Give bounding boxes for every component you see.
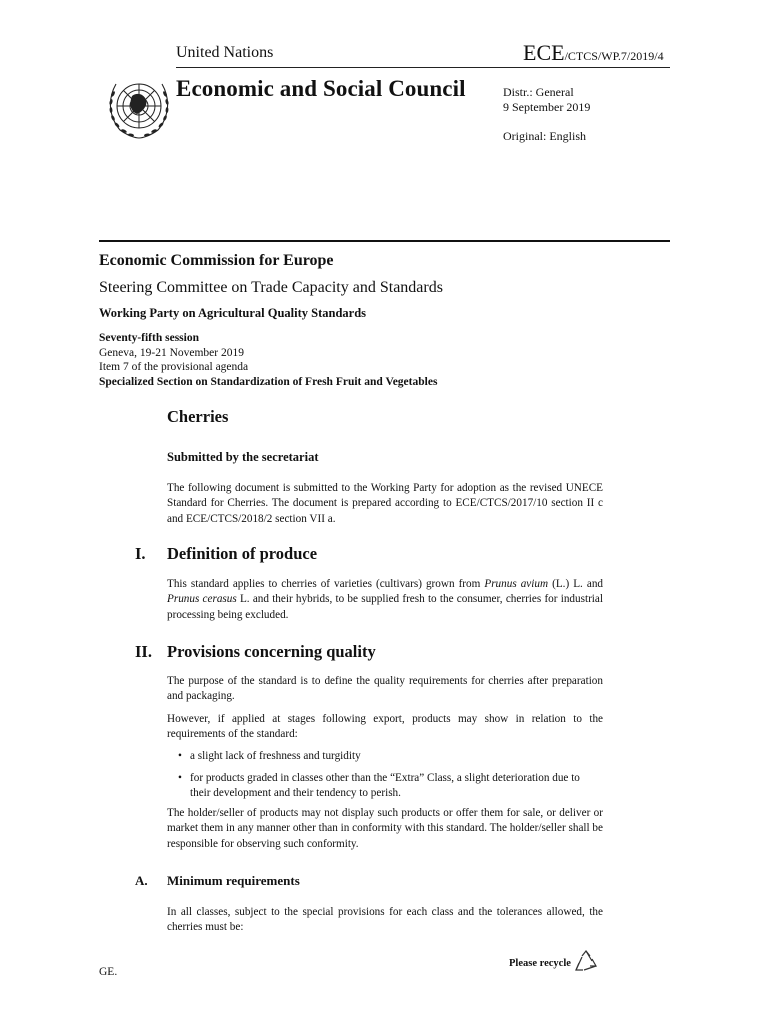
intro-paragraph: The following document is submitted to the Working Party for adoption as the revised UNECE Standard for Cherries. The document is prepared according to ECE/CTCS/2017/10 section II c and ECE/CTCS/2018/2 section VII a. (167, 482, 603, 525)
commission-name: Economic Commission for Europe (99, 252, 334, 269)
subsection-a-number: A. (135, 873, 148, 888)
specialized-section: Specialized Section on Standardization of Fresh Fruit and Vegetables (99, 375, 438, 388)
recycle-notice (509, 950, 599, 977)
list-item-text: for products graded in classes other than the “Extra” Class, a slight deterioration due to their development and their tendency to perish. (190, 772, 580, 800)
document-symbol-main: ECE (523, 40, 565, 65)
recycle-icon (573, 950, 599, 977)
organization-name: United Nations (176, 44, 274, 61)
session-place-date: Geneva, 19-21 November 2019 (99, 346, 244, 359)
section-2-paragraph-3: The holder/seller of products may not display such products or offer them for sale, or deliver or market them in any manner other than in conformity with this standard. The holder/seller shall be responsible for observing such conformity. (167, 807, 603, 850)
species-avium: Prunus avium (484, 578, 549, 590)
session-name: Seventy-fifth session (99, 332, 199, 344)
document-symbol-rest: /CTCS/WP.7/2019/4 (564, 49, 664, 63)
species-cerasus: Prunus cerasus (167, 593, 237, 606)
recycle-label: Please recycle (509, 958, 571, 969)
section-1-title: Definition of produce (167, 544, 318, 563)
header-bottom-divider (99, 240, 670, 242)
distribution-block (503, 85, 590, 115)
section-2-title: Provisions concerning quality (167, 642, 376, 661)
header-divider (176, 67, 670, 68)
section-1-text-b: (L.) L. and (548, 578, 604, 590)
list-item-text: a slight lack of freshness and turgidity (190, 750, 361, 762)
un-emblem-icon (104, 72, 174, 140)
committee-name: Steering Committee on Trade Capacity and Standards (99, 279, 443, 296)
document-title: Cherries (167, 407, 229, 426)
section-1-text-a: This standard applies to cherries of varieties (cultivars) grown from (167, 578, 485, 590)
footer-code: GE. (99, 966, 118, 978)
section-2-number: II. (135, 642, 152, 661)
bullet-icon: • (178, 772, 182, 784)
session-info (99, 331, 437, 389)
section-1-number: I. (135, 544, 146, 563)
council-title: Economic and Social Council (176, 76, 466, 101)
section-1-paragraph (167, 577, 603, 623)
submitted-by: Submitted by the secretariat (167, 450, 319, 464)
list-item (178, 749, 602, 764)
distribution: Distr.: General (503, 85, 574, 99)
subsection-a-paragraph: In all classes, subject to the special provisions for each class and the tolerances allowed, the cherries must be: (167, 906, 603, 934)
bullet-icon: • (178, 750, 182, 762)
section-1-text-c: L. and their hybrids, to be supplied fresh to the consumer, cherries for industrial processing being excluded. (167, 593, 603, 621)
section-2-paragraph-2: However, if applied at stages following export, products may show in relation to the requirements of the standard: (167, 713, 603, 741)
list-item (178, 771, 602, 802)
subsection-a-title: Minimum requirements (167, 873, 300, 888)
working-party-name: Working Party on Agricultural Quality Standards (99, 306, 367, 320)
agenda-item: Item 7 of the provisional agenda (99, 361, 249, 374)
document-date: 9 September 2019 (503, 100, 591, 114)
original-language: Original: English (503, 129, 586, 143)
section-2-paragraph-1: The purpose of the standard is to define the quality requirements for cherries after preparation and packaging. (167, 675, 603, 703)
document-symbol (523, 40, 664, 66)
